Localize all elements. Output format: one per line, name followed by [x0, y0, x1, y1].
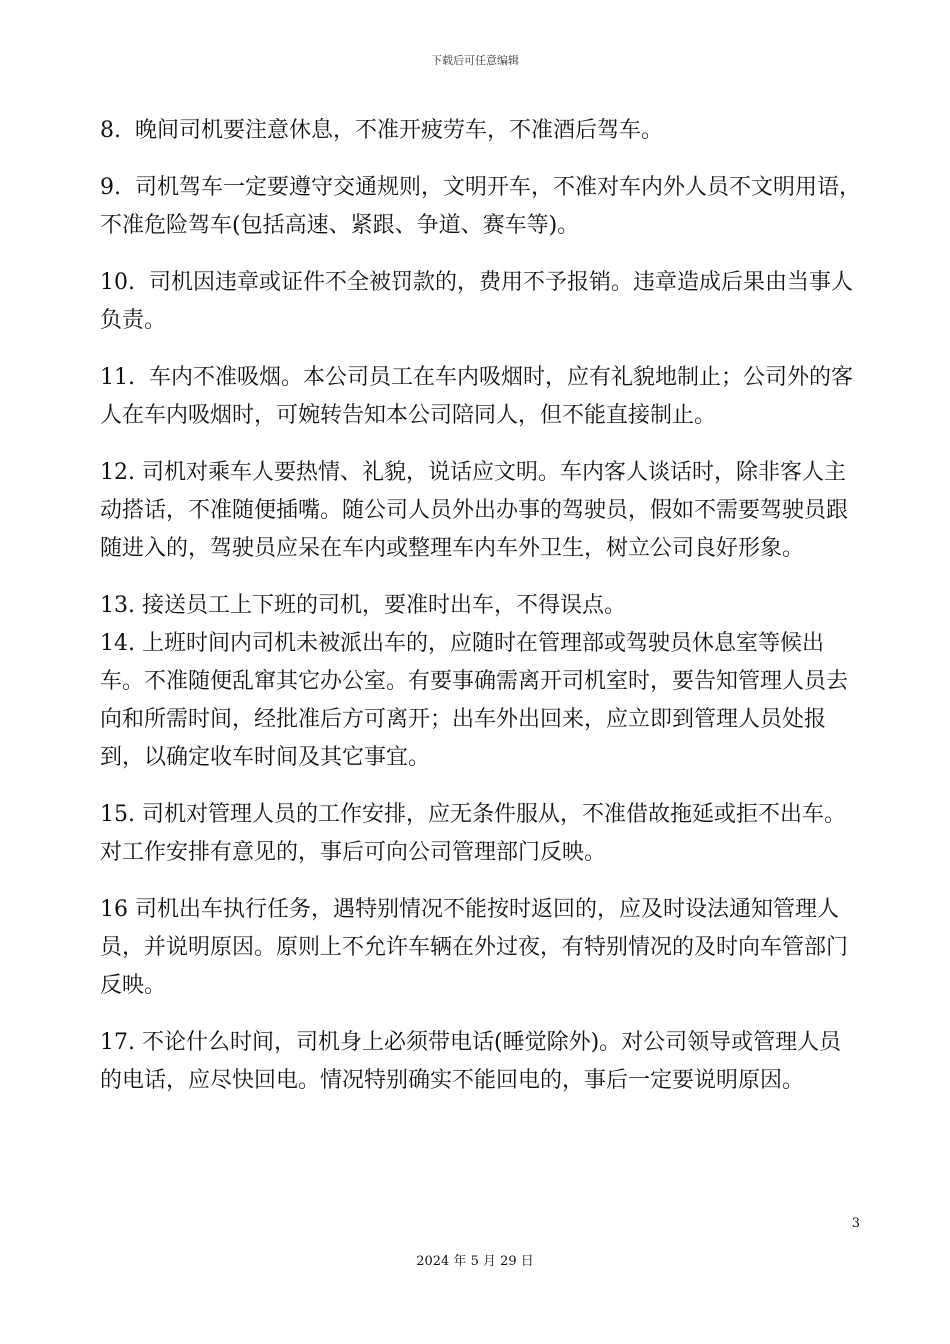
- rule-paragraph-17: 17. 不论什么时间，司机身上必须带电话(睡觉除外)。对公司领导或管理人员的电话，应尽快回电。情况特别确实不能回电的，事后一定要说明原因。: [100, 1030, 842, 1093]
- paragraph-gap: [100, 435, 862, 454]
- rule-paragraph-14: 14. 上班时间内司机未被派出车的，应随时在管理部或驾驶员休息室等候出车。不准随便乱窜其它办公室。有要事确需离开司机室时，要告知管理人员去向和所需时间，经批准后方可离开；出车外出回来，应立即到管理人员处报到，以确定收车时间及其它事宜。: [100, 631, 849, 770]
- rule-paragraph-12: 12. 司机对乘车人要热情、礼貌，说话应文明。车内客人谈话时，除非客人主动搭话，不准随便插嘴。随公司人员外出办事的驾驶员，假如不需要驾驶员跟随进入的，驾驶员应呆在车内或整理车内车外卫生，树立公司良好形象。: [100, 460, 849, 561]
- document-body: [100, 112, 862, 1100]
- paragraph-gap: [100, 777, 862, 796]
- page-header: 下载后可任意编辑: [431, 54, 519, 67]
- page-number: 3: [851, 1216, 860, 1231]
- paragraph-gap: [100, 872, 862, 891]
- rule-paragraph-11: 11. 车内不准吸烟。本公司员工在车内吸烟时，应有礼貌地制止；公司外的客人在车内吸烟时，可婉转告知本公司陪同人，但不能直接制止。: [100, 365, 853, 428]
- footer-date: 2024 年 5 月 29 日: [416, 1254, 534, 1269]
- paragraph-gap: [100, 150, 862, 169]
- rule-paragraph-9: 9. 司机驾车一定要遵守交通规则，文明开车，不准对车内外人员不文明用语，不准危险驾车(包括高速、紧跟、争道、赛车等)。: [100, 175, 861, 238]
- rule-paragraph-8: 8. 晚间司机要注意休息，不准开疲劳车，不准酒后驾车。: [100, 118, 663, 143]
- rule-paragraph-13: 13. 接送员工上下班的司机，要准时出车，不得误点。: [100, 593, 626, 618]
- paragraph-gap: [100, 568, 862, 587]
- rule-paragraph-15: 15. 司机对管理人员的工作安排，应无条件服从，不准借故拖延或拒不出车。对工作安排有意见的，事后可向公司管理部门反映。: [100, 802, 846, 865]
- paragraph-gap: [100, 340, 862, 359]
- paragraph-gap: [100, 245, 862, 264]
- rule-paragraph-10: 10. 司机因违章或证件不全被罚款的，费用不予报销。违章造成后果由当事人负责。: [100, 270, 853, 333]
- paragraph-gap: [100, 1005, 862, 1024]
- rule-paragraph-16: 16 司机出车执行任务，遇特别情况不能按时返回的，应及时设法通知管理人员，并说明原因。原则上不允许车辆在外过夜，有特别情况的及时向车管部门反映。: [100, 897, 849, 998]
